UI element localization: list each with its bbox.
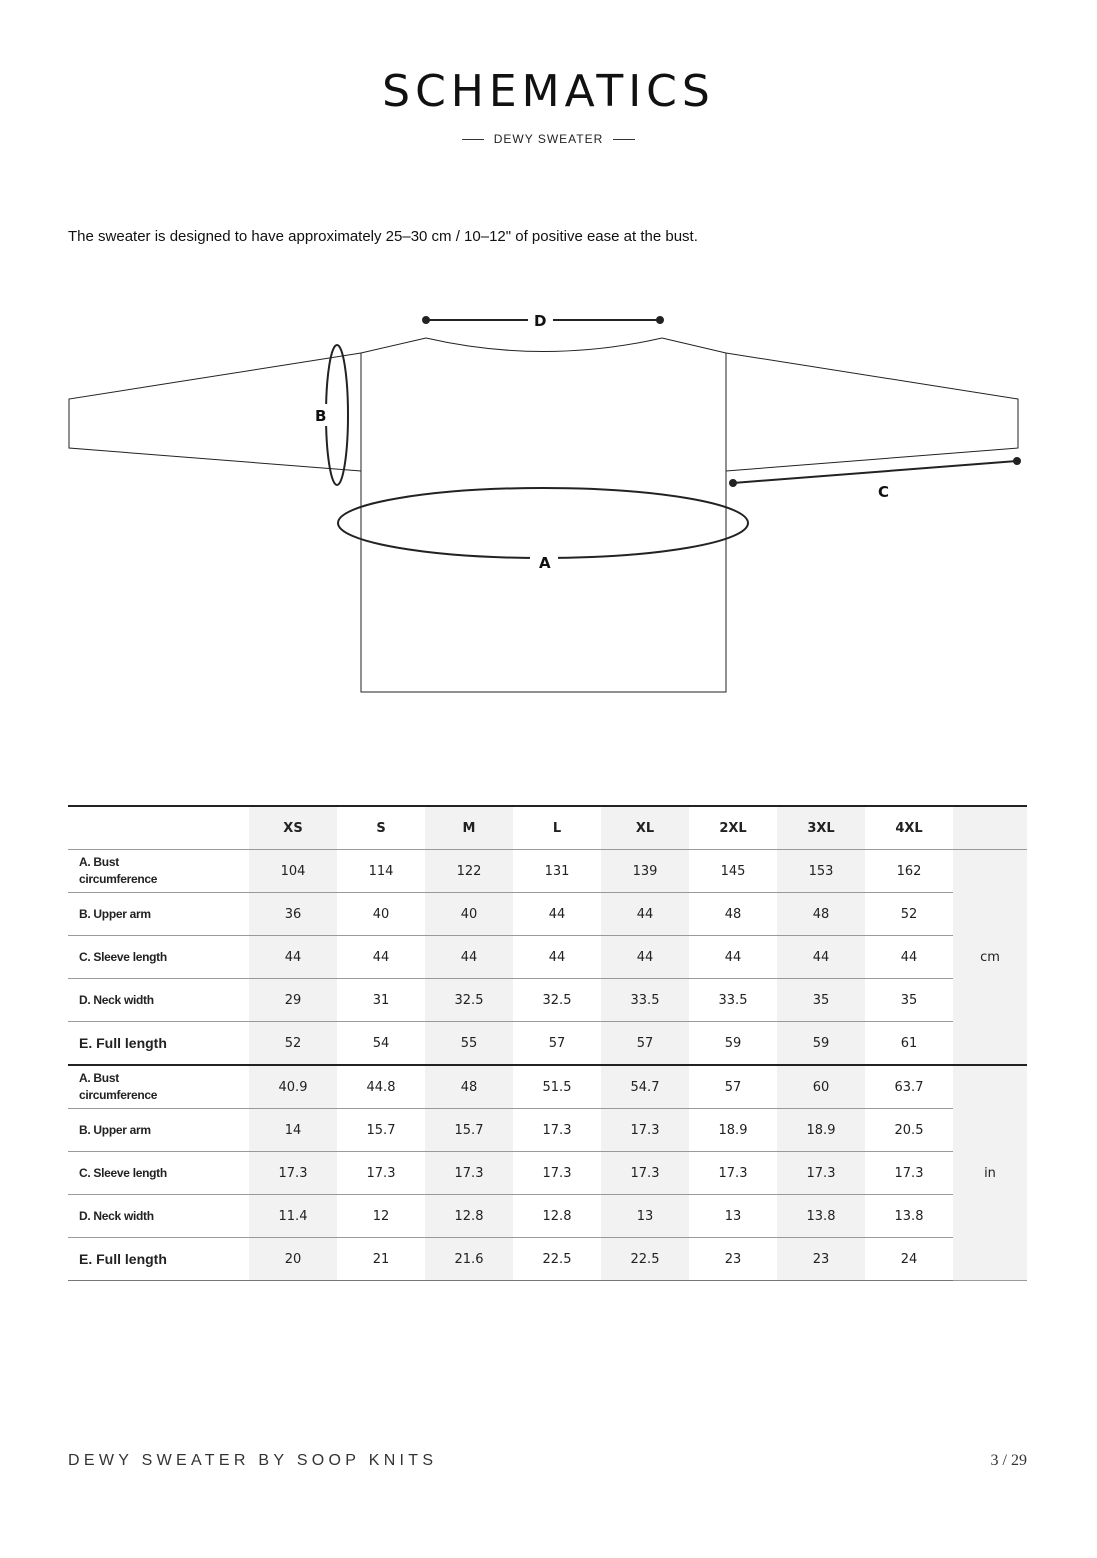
header-size: L	[513, 806, 601, 850]
cell-value: 31	[337, 979, 425, 1022]
label-d: D	[534, 312, 547, 330]
label-b: B	[315, 407, 327, 425]
sweater-shoulder-right	[662, 338, 726, 353]
header-size: 4XL	[865, 806, 953, 850]
cell-value: 17.3	[513, 1152, 601, 1195]
label-c: C	[878, 483, 890, 501]
header-size: 3XL	[777, 806, 865, 850]
sweater-schematic	[0, 290, 1097, 710]
measure-a	[338, 488, 748, 558]
cell-value: 59	[777, 1022, 865, 1066]
cell-value: 57	[689, 1065, 777, 1109]
cell-value: 18.9	[689, 1109, 777, 1152]
row-label: C. Sleeve length	[68, 1152, 249, 1195]
cell-value: 13	[601, 1195, 689, 1238]
cell-value: 52	[249, 1022, 337, 1066]
cell-value: 35	[777, 979, 865, 1022]
cell-value: 17.3	[601, 1152, 689, 1195]
cell-value: 44	[249, 936, 337, 979]
cell-value: 12.8	[425, 1195, 513, 1238]
cell-value: 15.7	[337, 1109, 425, 1152]
sweater-shoulder-left	[361, 338, 426, 353]
cell-value: 13	[689, 1195, 777, 1238]
cell-value: 48	[777, 893, 865, 936]
cell-value: 17.3	[689, 1152, 777, 1195]
cell-value: 12.8	[513, 1195, 601, 1238]
sweater-neckline	[426, 338, 662, 352]
cell-value: 22.5	[601, 1238, 689, 1281]
cell-value: 54.7	[601, 1065, 689, 1109]
row-label: A. Bust circumference	[68, 1065, 249, 1109]
cell-value: 44	[425, 936, 513, 979]
cell-value: 131	[513, 850, 601, 893]
cell-value: 57	[513, 1022, 601, 1066]
header-unit-blank	[953, 806, 1027, 850]
cell-value: 14	[249, 1109, 337, 1152]
cell-value: 63.7	[865, 1065, 953, 1109]
cell-value: 11.4	[249, 1195, 337, 1238]
cell-value: 36	[249, 893, 337, 936]
cell-value: 17.3	[513, 1109, 601, 1152]
cell-value: 40	[337, 893, 425, 936]
cell-value: 33.5	[689, 979, 777, 1022]
cell-value: 153	[777, 850, 865, 893]
footer-credit: DEWY SWEATER BY SOOP KNITS	[68, 1452, 438, 1469]
cell-value: 17.3	[249, 1152, 337, 1195]
cell-value: 29	[249, 979, 337, 1022]
cell-value: 48	[425, 1065, 513, 1109]
page-number: 3 / 29	[990, 1452, 1027, 1469]
cell-value: 23	[777, 1238, 865, 1281]
cell-value: 17.3	[601, 1109, 689, 1152]
sweater-sleeve-right	[726, 353, 1018, 471]
row-label: E. Full length	[68, 1022, 249, 1066]
cell-value: 162	[865, 850, 953, 893]
cell-value: 22.5	[513, 1238, 601, 1281]
cell-value: 21	[337, 1238, 425, 1281]
table-row	[68, 1238, 1027, 1281]
row-label: C. Sleeve length	[68, 936, 249, 979]
subtitle-rule-right	[613, 139, 635, 140]
cell-value: 24	[865, 1238, 953, 1281]
cell-value: 20	[249, 1238, 337, 1281]
cell-value: 23	[689, 1238, 777, 1281]
header-size: XS	[249, 806, 337, 850]
cell-value: 44	[513, 893, 601, 936]
cell-value: 139	[601, 850, 689, 893]
cell-value: 12	[337, 1195, 425, 1238]
cell-value: 17.3	[865, 1152, 953, 1195]
intro-text: The sweater is designed to have approximately 25–30 cm / 10–12" of positive ease at the bust.	[68, 228, 698, 245]
cell-value: 122	[425, 850, 513, 893]
cell-value: 44.8	[337, 1065, 425, 1109]
page-subtitle	[0, 132, 1097, 146]
table-row	[68, 1195, 1027, 1238]
cell-value: 20.5	[865, 1109, 953, 1152]
row-label: B. Upper arm	[68, 1109, 249, 1152]
header-blank	[68, 806, 249, 850]
cell-value: 32.5	[513, 979, 601, 1022]
unit-label: in	[953, 1065, 1027, 1281]
cell-value: 18.9	[777, 1109, 865, 1152]
header-size: S	[337, 806, 425, 850]
table-row	[68, 979, 1027, 1022]
cell-value: 44	[601, 936, 689, 979]
table-row	[68, 1065, 1027, 1109]
cell-value: 40	[425, 893, 513, 936]
row-label: A. Bust circumference	[68, 850, 249, 893]
header-size: XL	[601, 806, 689, 850]
header-size: 2XL	[689, 806, 777, 850]
cell-value: 44	[777, 936, 865, 979]
cell-value: 52	[865, 893, 953, 936]
cell-value: 33.5	[601, 979, 689, 1022]
row-label: B. Upper arm	[68, 893, 249, 936]
measure-c	[730, 458, 1020, 486]
page-title: SCHEMATICS	[382, 66, 715, 117]
label-a: A	[539, 554, 551, 572]
cell-value: 35	[865, 979, 953, 1022]
cell-value: 17.3	[337, 1152, 425, 1195]
header-size: M	[425, 806, 513, 850]
table-row	[68, 1022, 1027, 1066]
cell-value: 48	[689, 893, 777, 936]
cell-value: 44	[601, 893, 689, 936]
cell-value: 15.7	[425, 1109, 513, 1152]
cell-value: 17.3	[777, 1152, 865, 1195]
table-header-row	[68, 806, 1027, 850]
cell-value: 59	[689, 1022, 777, 1066]
cell-value: 57	[601, 1022, 689, 1066]
sweater-body-outline	[361, 353, 726, 692]
measure-b	[326, 345, 348, 485]
cell-value: 44	[689, 936, 777, 979]
cell-value: 61	[865, 1022, 953, 1066]
table-row	[68, 893, 1027, 936]
row-label: D. Neck width	[68, 979, 249, 1022]
cell-value: 104	[249, 850, 337, 893]
cell-value: 13.8	[777, 1195, 865, 1238]
cell-value: 13.8	[865, 1195, 953, 1238]
table-row	[68, 936, 1027, 979]
table-row	[68, 850, 1027, 893]
unit-label: cm	[953, 850, 1027, 1066]
table-row	[68, 1152, 1027, 1195]
cell-value: 17.3	[425, 1152, 513, 1195]
cell-value: 44	[513, 936, 601, 979]
row-label: D. Neck width	[68, 1195, 249, 1238]
cell-value: 44	[337, 936, 425, 979]
cell-value: 55	[425, 1022, 513, 1066]
cell-value: 145	[689, 850, 777, 893]
row-label: E. Full length	[68, 1238, 249, 1281]
table-row	[68, 1109, 1027, 1152]
cell-value: 40.9	[249, 1065, 337, 1109]
cell-value: 21.6	[425, 1238, 513, 1281]
cell-value: 60	[777, 1065, 865, 1109]
cell-value: 114	[337, 850, 425, 893]
measurements-table	[68, 805, 1027, 1281]
cell-value: 54	[337, 1022, 425, 1066]
cell-value: 32.5	[425, 979, 513, 1022]
cell-value: 44	[865, 936, 953, 979]
cell-value: 51.5	[513, 1065, 601, 1109]
subtitle-rule-left	[462, 139, 484, 140]
subtitle-text: DEWY SWEATER	[493, 132, 604, 146]
